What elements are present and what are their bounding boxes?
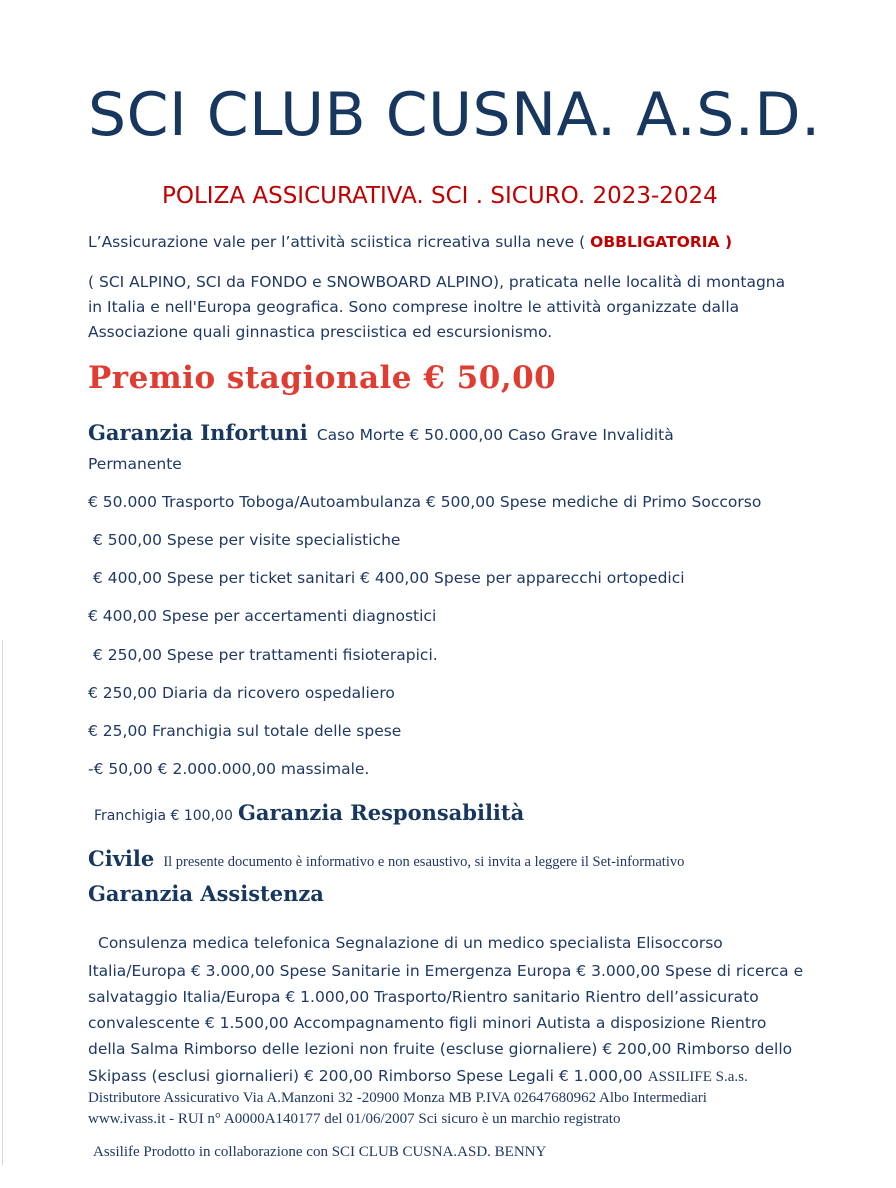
ivass-line: www.ivass.it - RUI n° A0000A140177 del 01/06/2007 Sci sicuro è un marchio registrato bbox=[88, 1111, 621, 1127]
assistenza-line: Consulenza medica telefonica Segnalazione di un medico specialista Elisoccorso bbox=[98, 934, 723, 952]
infortuni-item: -€ 50,00 € 2.000.000,00 massimale. bbox=[88, 760, 370, 778]
assistenza-line: Italia/Europa € 3.000,00 Spese Sanitarie in Emergenza Europa € 3.000,00 Spese di ricerca e bbox=[88, 962, 804, 980]
assistenza-line-6-text: Skipass (esclusi giornalieri) € 200,00 Rimborso Spese Legali € 1.000,00 bbox=[88, 1067, 643, 1085]
premio-heading: Premio stagionale € 50,00 bbox=[88, 360, 557, 396]
assilife-name: ASSILIFE S.a.s. bbox=[647, 1069, 748, 1085]
footer-collaboration: Assilife Prodotto in collaborazione con SCI CLUB CUSNA.ASD. BENNY bbox=[93, 1144, 547, 1160]
page-title: SCI CLUB CUSNA. A.S.D. bbox=[88, 80, 821, 150]
infortuni-item: € 250,00 Spese per trattamenti fisioterapici. bbox=[88, 646, 438, 664]
intro-line-3: in Italia e nell'Europa geografica. Sono comprese inoltre le attività organizzate dalla bbox=[88, 298, 740, 316]
infortuni-first-line bbox=[88, 420, 674, 445]
infortuni-first-text: Caso Morte € 50.000,00 Caso Grave Invalidità bbox=[316, 426, 674, 444]
intro-line-2: ( SCI ALPINO, SCI da FONDO e SNOWBOARD ALPINO), praticata nelle località di montagna bbox=[88, 273, 786, 291]
informativo-note: Il presente documento è informativo e non esaustivo, si invita a leggere il Set-informativo bbox=[163, 854, 685, 870]
infortuni-item: € 500,00 Spese per visite specialistiche bbox=[88, 531, 401, 549]
franchigia-text: Franchigia € 100,00 bbox=[94, 808, 233, 824]
assistenza-line: della Salma Rimborso delle lezioni non fruite (escluse giornaliere) € 200,00 Rimborso dello bbox=[88, 1040, 793, 1058]
page-margin-line bbox=[2, 640, 3, 1165]
civile-heading: Civile bbox=[88, 846, 155, 871]
responsabilita-line bbox=[94, 800, 524, 825]
infortuni-item: € 400,00 Spese per accertamenti diagnostici bbox=[88, 607, 437, 625]
intro-line-4: Associazione quali ginnastica presciistica ed escursionismo. bbox=[88, 323, 553, 341]
assistenza-heading: Garanzia Assistenza bbox=[88, 881, 324, 906]
assistenza-line: convalescente € 1.500,00 Accompagnamento figli minori Autista a disposizione Rientro bbox=[88, 1014, 767, 1032]
infortuni-item: € 50.000 Trasporto Toboga/Autoambulanza € 500,00 Spese mediche di Primo Soccorso bbox=[88, 493, 762, 511]
civile-line bbox=[88, 846, 684, 871]
infortuni-heading: Garanzia Infortuni bbox=[88, 420, 308, 445]
assistenza-line-6 bbox=[88, 1066, 748, 1086]
policy-subtitle: POLIZA ASSICURATIVA. SCI . SICURO. 2023-2024 bbox=[162, 183, 718, 209]
responsabilita-heading: Garanzia Responsabilità bbox=[237, 800, 525, 825]
obbligatoria-label: OBBLIGATORIA ) bbox=[590, 233, 733, 251]
infortuni-item: € 25,00 Franchigia sul totale delle spese bbox=[88, 722, 402, 740]
infortuni-second-line: Permanente bbox=[88, 455, 182, 473]
intro-text: L’Assicurazione vale per l’attività sciistica ricreativa sulla neve ( bbox=[88, 233, 586, 251]
infortuni-item: € 250,00 Diaria da ricovero ospedaliero bbox=[88, 684, 395, 702]
infortuni-item: € 400,00 Spese per ticket sanitari € 400,00 Spese per apparecchi ortopedici bbox=[88, 569, 685, 587]
assistenza-line: salvataggio Italia/Europa € 1.000,00 Trasporto/Rientro sanitario Rientro dell’assicurato bbox=[88, 988, 759, 1006]
intro-line-1 bbox=[88, 233, 732, 251]
distributore-line: Distributore Assicurativo Via A.Manzoni 32 -20900 Monza MB P.IVA 02647680962 Albo Intermediari bbox=[88, 1090, 707, 1106]
